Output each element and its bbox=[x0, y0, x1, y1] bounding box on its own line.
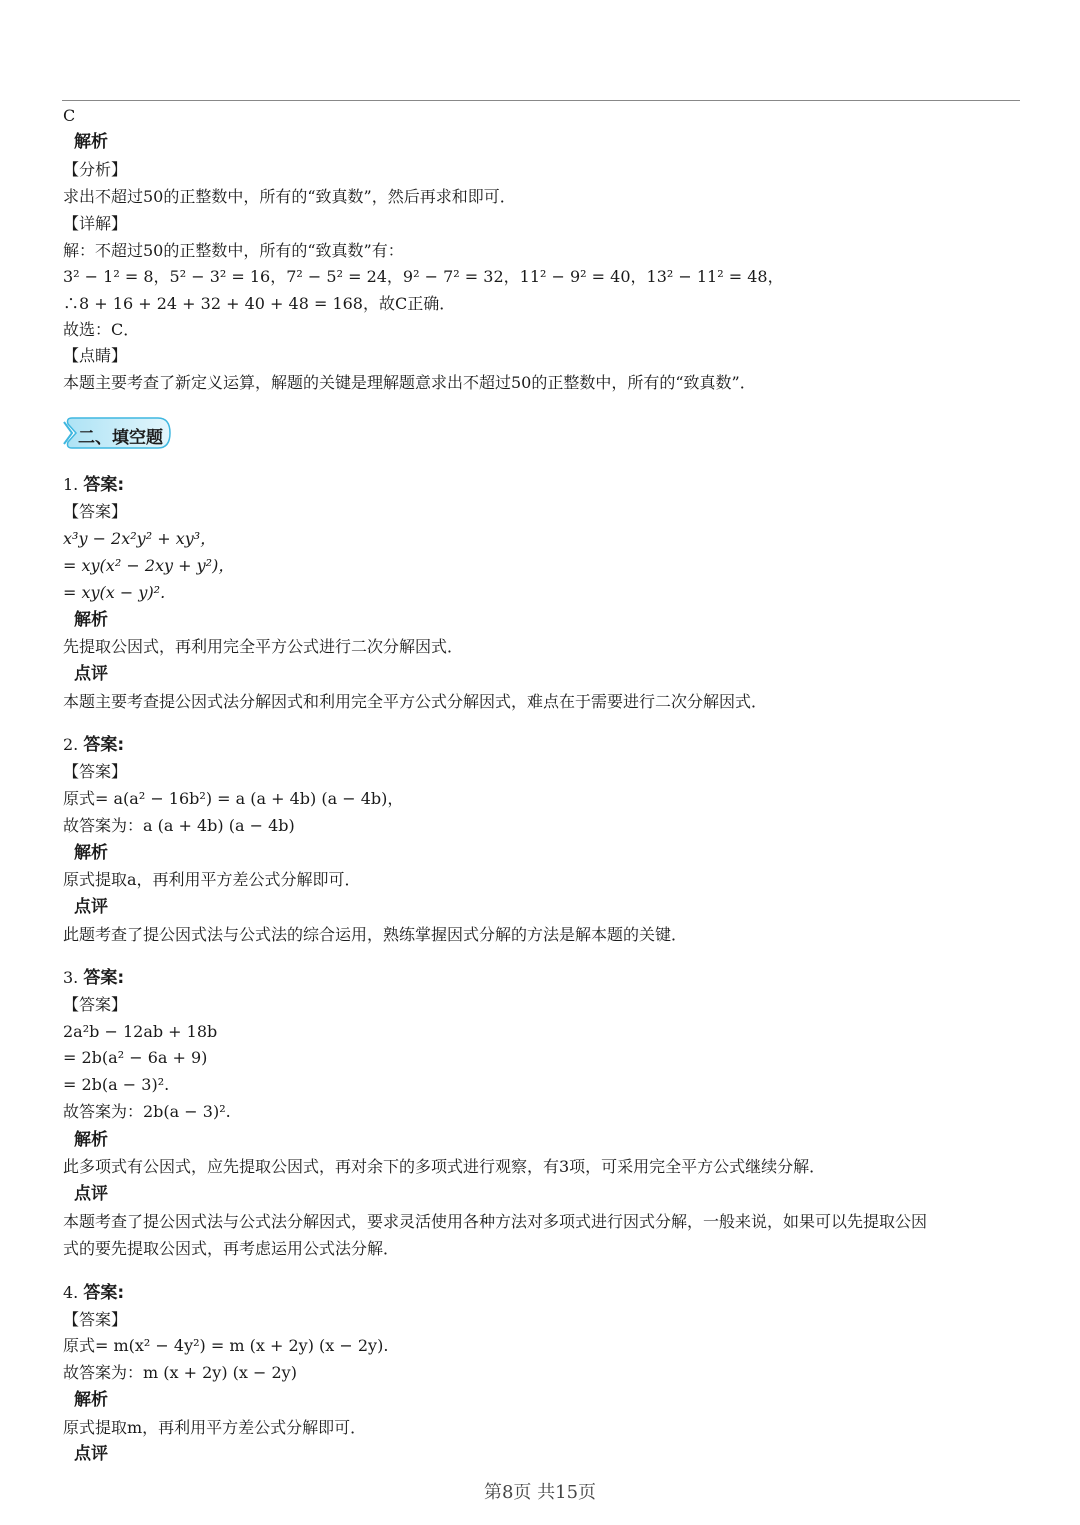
q3-line4: 故答案为：2b(a − 3)². bbox=[63, 1102, 231, 1121]
prev-jiexi-heading: 解析 bbox=[74, 132, 108, 152]
q1-jiexi-heading: 解析 bbox=[74, 610, 108, 630]
q3-jiexi-heading: 解析 bbox=[74, 1130, 108, 1150]
prev-answer: C bbox=[63, 106, 76, 125]
q4-line1: 原式= m(x² − 4y²) = m (x + 2y) (x − 2y). bbox=[63, 1336, 389, 1355]
q1-line2: = xy(x² − 2xy + y²)， bbox=[63, 556, 235, 575]
q1-answer-label: 答案: bbox=[83, 475, 125, 495]
q3-header bbox=[63, 967, 124, 989]
q1-dianping-text: 本题主要考查提公因式法分解因式和利用完全平方公式分解因式，难点在于需要进行二次分解因式． bbox=[63, 692, 768, 711]
section-title: 二、填空题 bbox=[78, 428, 163, 448]
q2-jiexi-heading: 解析 bbox=[74, 843, 108, 863]
q2-answer-tag: 【答案】 bbox=[63, 762, 128, 781]
prev-xiangjie-tag: 【详解】 bbox=[63, 214, 128, 233]
q3-dianping-text-2: 式的要先提取公因式，再考虑运用公式法分解． bbox=[63, 1239, 400, 1258]
q3-line3: = 2b(a − 3)². bbox=[63, 1075, 170, 1094]
q1-header bbox=[63, 474, 124, 496]
q1-dianping-heading: 点评 bbox=[74, 664, 108, 684]
q3-jiexi-text: 此多项式有公因式，应先提取公因式，再对余下的多项式进行观察，有3项，可采用完全平方公式继续分解． bbox=[63, 1157, 826, 1176]
q1-line1: x³y − 2x²y² + xy³， bbox=[63, 529, 217, 548]
q2-line2: 故答案为：a (a + 4b) (a − 4b) bbox=[63, 816, 295, 835]
prev-xiangjie-line3: ∴8 + 16 + 24 + 32 + 40 + 48 = 168，故C正确． bbox=[63, 294, 456, 313]
q3-number: 3. bbox=[63, 968, 79, 987]
q2-answer-label: 答案: bbox=[83, 735, 125, 755]
q4-jiexi-heading: 解析 bbox=[74, 1390, 108, 1410]
q2-dianping-text: 此题考查了提公因式法与公式法的综合运用，熟练掌握因式分解的方法是解本题的关键． bbox=[63, 925, 688, 944]
q3-dianping-text-1: 本题考查了提公因式法与公式法分解因式，要求灵活使用各种方法对多项式进行因式分解，一般来说，如果可以先提取公因 bbox=[63, 1212, 928, 1231]
q1-line3: = xy(x − y)². bbox=[63, 583, 166, 602]
q3-line1: 2a²b − 12ab + 18b bbox=[63, 1022, 218, 1041]
prev-xiangjie-line2: 3² − 1² = 8，5² − 3² = 16，7² − 5² = 24，9² − 7² = 32，11² − 9² = 40，13² − 11² = 48， bbox=[63, 267, 784, 286]
q3-answer-tag: 【答案】 bbox=[63, 995, 128, 1014]
q1-answer-tag: 【答案】 bbox=[63, 502, 128, 521]
q4-line2: 故答案为：m (x + 2y) (x − 2y) bbox=[63, 1363, 297, 1382]
q3-line2: = 2b(a² − 6a + 9) bbox=[63, 1048, 208, 1067]
prev-dianjing-tag: 【点睛】 bbox=[63, 346, 128, 365]
q4-answer-label: 答案: bbox=[83, 1283, 125, 1303]
q2-jiexi-text: 原式提取a，再利用平方差公式分解即可． bbox=[63, 870, 361, 889]
prev-xiangjie-line1: 解：不超过50的正整数中，所有的“致真数”有： bbox=[63, 241, 404, 260]
q2-header bbox=[63, 734, 124, 756]
q2-number: 2. bbox=[63, 735, 79, 754]
prev-fenxi-tag: 【分析】 bbox=[63, 160, 128, 179]
q1-number: 1. bbox=[63, 475, 79, 494]
q3-answer-label: 答案: bbox=[83, 968, 125, 988]
prev-xiangjie-line4: 故选：C． bbox=[63, 320, 140, 339]
q1-jiexi-text: 先提取公因式，再利用完全平方公式进行二次分解因式． bbox=[63, 637, 464, 656]
prev-dianjing-text: 本题主要考查了新定义运算，解题的关键是理解题意求出不超过50的正整数中，所有的“致真数”． bbox=[63, 373, 756, 392]
q4-header bbox=[63, 1282, 124, 1304]
q4-answer-tag: 【答案】 bbox=[63, 1310, 128, 1329]
q2-line1: 原式= a(a² − 16b²) = a (a + 4b) (a − 4b)， bbox=[63, 789, 404, 808]
q4-dianping-heading: 点评 bbox=[74, 1444, 108, 1464]
q3-dianping-heading: 点评 bbox=[74, 1184, 108, 1204]
q4-jiexi-text: 原式提取m，再利用平方差公式分解即可． bbox=[63, 1418, 367, 1437]
header-rule bbox=[62, 100, 1020, 101]
prev-fenxi-text: 求出不超过50的正整数中，所有的“致真数”，然后再求和即可． bbox=[63, 187, 516, 206]
page-footer: 第8页 共15页 bbox=[483, 1482, 597, 1503]
q2-dianping-heading: 点评 bbox=[74, 897, 108, 917]
q4-number: 4. bbox=[63, 1283, 79, 1302]
